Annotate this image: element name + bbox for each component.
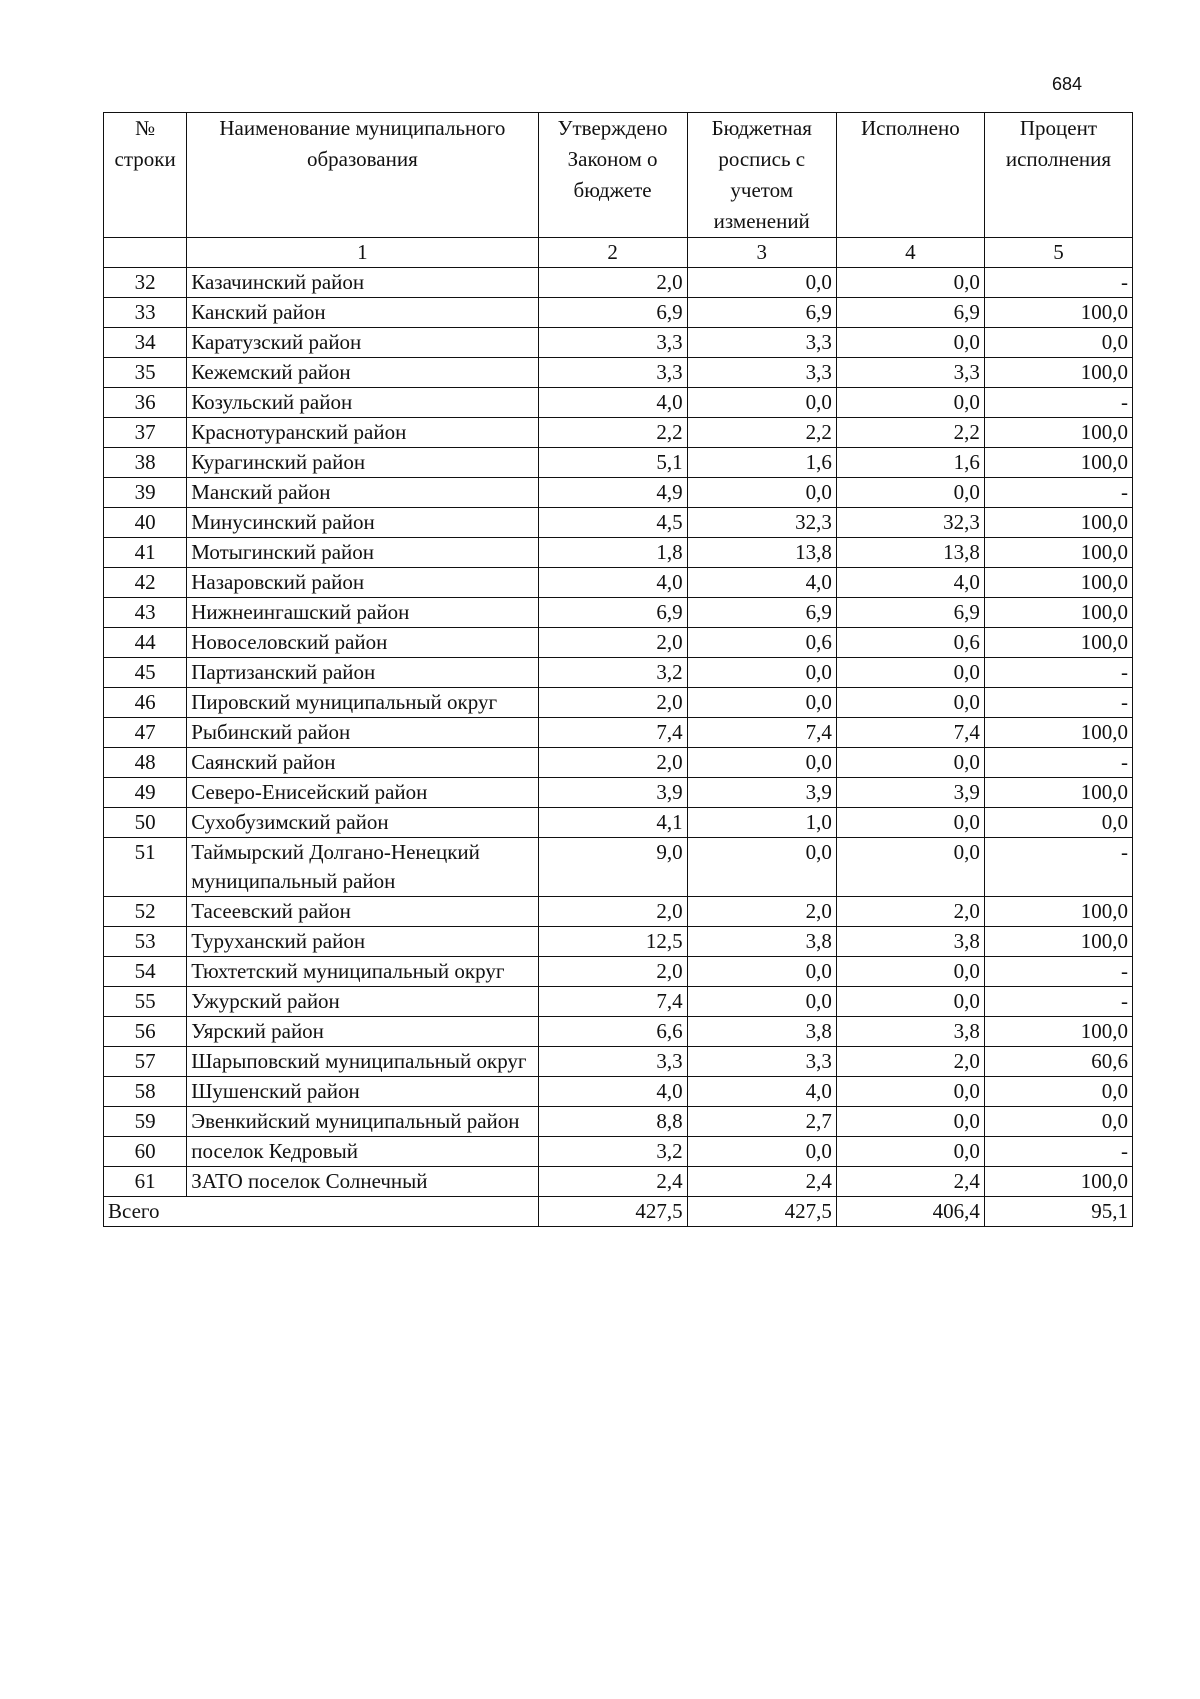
executed-value: 0,0	[836, 1077, 984, 1107]
percent-value: 100,0	[984, 1167, 1132, 1197]
municipality-name: Саянский район	[187, 748, 538, 778]
total-budget: 427,5	[687, 1197, 836, 1227]
row-number: 60	[104, 1137, 187, 1167]
approved-value: 4,0	[538, 388, 687, 418]
total-percent: 95,1	[984, 1197, 1132, 1227]
municipality-name: ЗАТО поселок Солнечный	[187, 1167, 538, 1197]
row-number: 43	[104, 598, 187, 628]
budget-value: 6,9	[687, 598, 836, 628]
approved-value: 6,9	[538, 298, 687, 328]
row-number: 57	[104, 1047, 187, 1077]
header-budget-schedule: Бюджетная роспись с учетом изменений	[687, 113, 836, 238]
row-number: 34	[104, 328, 187, 358]
municipality-name: Пировский муниципальный округ	[187, 688, 538, 718]
percent-value: 100,0	[984, 508, 1132, 538]
table-row	[104, 927, 1133, 957]
budget-value: 6,9	[687, 298, 836, 328]
percent-value: 100,0	[984, 418, 1132, 448]
table-row	[104, 598, 1133, 628]
table-header	[104, 113, 1133, 238]
row-number: 33	[104, 298, 187, 328]
header-percent: Процент исполнения	[984, 113, 1132, 238]
approved-value: 5,1	[538, 448, 687, 478]
budget-value: 0,0	[687, 688, 836, 718]
budget-value: 0,0	[687, 658, 836, 688]
total-executed: 406,4	[836, 1197, 984, 1227]
approved-value: 4,1	[538, 808, 687, 838]
percent-value: 0,0	[984, 328, 1132, 358]
budget-value: 0,0	[687, 838, 836, 897]
budget-value: 0,6	[687, 628, 836, 658]
row-number: 48	[104, 748, 187, 778]
municipality-name: поселок Кедровый	[187, 1137, 538, 1167]
budget-table	[103, 112, 1133, 1227]
table-row	[104, 568, 1133, 598]
executed-value: 3,8	[836, 1017, 984, 1047]
municipality-name: Манский район	[187, 478, 538, 508]
approved-value: 2,0	[538, 628, 687, 658]
municipality-name: Северо-Енисейский район	[187, 778, 538, 808]
percent-value: 100,0	[984, 598, 1132, 628]
row-number: 44	[104, 628, 187, 658]
municipality-name: Эвенкийский муниципальный район	[187, 1107, 538, 1137]
row-number: 49	[104, 778, 187, 808]
table-row	[104, 478, 1133, 508]
budget-value: 3,3	[687, 358, 836, 388]
column-number	[104, 238, 187, 268]
budget-value: 4,0	[687, 1077, 836, 1107]
budget-value: 0,0	[687, 1137, 836, 1167]
percent-value: 100,0	[984, 628, 1132, 658]
approved-value: 4,5	[538, 508, 687, 538]
column-number: 1	[187, 238, 538, 268]
percent-value: -	[984, 268, 1132, 298]
executed-value: 0,0	[836, 748, 984, 778]
budget-value: 3,3	[687, 1047, 836, 1077]
percent-value: 100,0	[984, 568, 1132, 598]
approved-value: 2,0	[538, 688, 687, 718]
municipality-name: Краснотуранский район	[187, 418, 538, 448]
row-number: 61	[104, 1167, 187, 1197]
row-number: 37	[104, 418, 187, 448]
executed-value: 2,0	[836, 897, 984, 927]
percent-value: 0,0	[984, 1077, 1132, 1107]
municipality-name: Кежемский район	[187, 358, 538, 388]
table-row	[104, 688, 1133, 718]
table-row	[104, 268, 1133, 298]
table-row	[104, 1137, 1133, 1167]
row-number: 36	[104, 388, 187, 418]
budget-value: 0,0	[687, 478, 836, 508]
table-row	[104, 628, 1133, 658]
header-approved: Утверждено Законом о бюджете	[538, 113, 687, 238]
budget-value: 2,0	[687, 897, 836, 927]
table-row	[104, 1077, 1133, 1107]
table-row	[104, 718, 1133, 748]
executed-value: 3,8	[836, 927, 984, 957]
percent-value: 100,0	[984, 927, 1132, 957]
table-row	[104, 838, 1133, 897]
header-executed: Исполнено	[836, 113, 984, 238]
percent-value: -	[984, 957, 1132, 987]
percent-value: 100,0	[984, 538, 1132, 568]
executed-value: 0,0	[836, 1107, 984, 1137]
executed-value: 0,0	[836, 658, 984, 688]
municipality-name: Шушенский район	[187, 1077, 538, 1107]
executed-value: 0,0	[836, 688, 984, 718]
column-number: 3	[687, 238, 836, 268]
approved-value: 9,0	[538, 838, 687, 897]
executed-value: 2,2	[836, 418, 984, 448]
table-row	[104, 897, 1133, 927]
table-row	[104, 957, 1133, 987]
executed-value: 0,0	[836, 957, 984, 987]
municipality-name: Назаровский район	[187, 568, 538, 598]
row-number: 53	[104, 927, 187, 957]
budget-value: 2,4	[687, 1167, 836, 1197]
header-row-number: № строки	[104, 113, 187, 238]
approved-value: 12,5	[538, 927, 687, 957]
budget-value: 3,8	[687, 1017, 836, 1047]
row-number: 42	[104, 568, 187, 598]
budget-value: 1,0	[687, 808, 836, 838]
budget-value: 13,8	[687, 538, 836, 568]
approved-value: 2,4	[538, 1167, 687, 1197]
municipality-name: Козульский район	[187, 388, 538, 418]
executed-value: 0,0	[836, 1137, 984, 1167]
percent-value: 100,0	[984, 778, 1132, 808]
row-number: 47	[104, 718, 187, 748]
percent-value: 100,0	[984, 298, 1132, 328]
budget-value: 4,0	[687, 568, 836, 598]
budget-value: 3,9	[687, 778, 836, 808]
row-number: 59	[104, 1107, 187, 1137]
executed-value: 4,0	[836, 568, 984, 598]
table-row	[104, 418, 1133, 448]
percent-value: 100,0	[984, 897, 1132, 927]
percent-value: -	[984, 388, 1132, 418]
municipality-name: Рыбинский район	[187, 718, 538, 748]
approved-value: 3,2	[538, 1137, 687, 1167]
approved-value: 4,9	[538, 478, 687, 508]
approved-value: 7,4	[538, 987, 687, 1017]
municipality-name: Канский район	[187, 298, 538, 328]
row-number: 39	[104, 478, 187, 508]
percent-value: 100,0	[984, 1017, 1132, 1047]
budget-value: 1,6	[687, 448, 836, 478]
row-number: 54	[104, 957, 187, 987]
percent-value: -	[984, 838, 1132, 897]
executed-value: 13,8	[836, 538, 984, 568]
municipality-name: Курагинский район	[187, 448, 538, 478]
municipality-name: Новоселовский район	[187, 628, 538, 658]
executed-value: 32,3	[836, 508, 984, 538]
budget-value: 0,0	[687, 957, 836, 987]
approved-value: 3,3	[538, 1047, 687, 1077]
column-numbers-row	[104, 238, 1133, 268]
row-number: 51	[104, 838, 187, 897]
percent-value: 60,6	[984, 1047, 1132, 1077]
table-row	[104, 808, 1133, 838]
budget-value: 32,3	[687, 508, 836, 538]
approved-value: 3,2	[538, 658, 687, 688]
table-row	[104, 1167, 1133, 1197]
executed-value: 0,0	[836, 808, 984, 838]
table-row	[104, 748, 1133, 778]
executed-value: 2,0	[836, 1047, 984, 1077]
municipality-name: Уярский район	[187, 1017, 538, 1047]
municipality-name: Минусинский район	[187, 508, 538, 538]
approved-value: 6,9	[538, 598, 687, 628]
percent-value: 100,0	[984, 358, 1132, 388]
percent-value: -	[984, 688, 1132, 718]
table-row	[104, 538, 1133, 568]
approved-value: 3,3	[538, 328, 687, 358]
executed-value: 1,6	[836, 448, 984, 478]
executed-value: 0,0	[836, 838, 984, 897]
table-row	[104, 1047, 1133, 1077]
executed-value: 2,4	[836, 1167, 984, 1197]
budget-value: 3,3	[687, 328, 836, 358]
approved-value: 4,0	[538, 568, 687, 598]
table-row	[104, 1107, 1133, 1137]
table-row	[104, 388, 1133, 418]
row-number: 45	[104, 658, 187, 688]
row-number: 55	[104, 987, 187, 1017]
budget-value: 0,0	[687, 748, 836, 778]
table-body	[104, 238, 1133, 1197]
table-row	[104, 328, 1133, 358]
row-number: 46	[104, 688, 187, 718]
approved-value: 2,0	[538, 897, 687, 927]
executed-value: 6,9	[836, 598, 984, 628]
municipality-name: Туруханский район	[187, 927, 538, 957]
page-number: 684	[1052, 74, 1083, 94]
column-number: 5	[984, 238, 1132, 268]
executed-value: 6,9	[836, 298, 984, 328]
approved-value: 2,2	[538, 418, 687, 448]
municipality-name: Таймырский Долгано-Ненецкий муниципальный район	[187, 838, 538, 897]
approved-value: 2,0	[538, 748, 687, 778]
row-number: 32	[104, 268, 187, 298]
percent-value: -	[984, 987, 1132, 1017]
executed-value: 3,9	[836, 778, 984, 808]
table-row	[104, 298, 1133, 328]
approved-value: 3,9	[538, 778, 687, 808]
percent-value: 0,0	[984, 808, 1132, 838]
executed-value: 7,4	[836, 718, 984, 748]
approved-value: 8,8	[538, 1107, 687, 1137]
total-approved: 427,5	[538, 1197, 687, 1227]
municipality-name: Казачинский район	[187, 268, 538, 298]
column-number: 4	[836, 238, 984, 268]
table-row	[104, 778, 1133, 808]
approved-value: 1,8	[538, 538, 687, 568]
municipality-name: Тюхтетский муниципальный округ	[187, 957, 538, 987]
percent-value: -	[984, 478, 1132, 508]
budget-value: 7,4	[687, 718, 836, 748]
municipality-name: Тасеевский район	[187, 897, 538, 927]
municipality-name: Ужурский район	[187, 987, 538, 1017]
table-row	[104, 508, 1133, 538]
executed-value: 3,3	[836, 358, 984, 388]
table-row	[104, 1017, 1133, 1047]
percent-value: -	[984, 748, 1132, 778]
percent-value: -	[984, 658, 1132, 688]
table-row	[104, 448, 1133, 478]
municipality-name: Нижнеингашский район	[187, 598, 538, 628]
row-number: 41	[104, 538, 187, 568]
row-number: 40	[104, 508, 187, 538]
executed-value: 0,6	[836, 628, 984, 658]
percent-value: 100,0	[984, 718, 1132, 748]
header-municipality-name: Наименование муниципального образования	[187, 113, 538, 238]
approved-value: 7,4	[538, 718, 687, 748]
approved-value: 6,6	[538, 1017, 687, 1047]
executed-value: 0,0	[836, 987, 984, 1017]
executed-value: 0,0	[836, 478, 984, 508]
row-number: 50	[104, 808, 187, 838]
table-row	[104, 658, 1133, 688]
budget-value: 2,7	[687, 1107, 836, 1137]
approved-value: 4,0	[538, 1077, 687, 1107]
approved-value: 3,3	[538, 358, 687, 388]
budget-value: 0,0	[687, 987, 836, 1017]
municipality-name: Сухобузимский район	[187, 808, 538, 838]
row-number: 38	[104, 448, 187, 478]
table-row	[104, 358, 1133, 388]
column-number: 2	[538, 238, 687, 268]
row-number: 35	[104, 358, 187, 388]
municipality-name: Партизанский район	[187, 658, 538, 688]
approved-value: 2,0	[538, 957, 687, 987]
table-row	[104, 987, 1133, 1017]
percent-value: 100,0	[984, 448, 1132, 478]
budget-value: 2,2	[687, 418, 836, 448]
executed-value: 0,0	[836, 388, 984, 418]
executed-value: 0,0	[836, 328, 984, 358]
row-number: 56	[104, 1017, 187, 1047]
municipality-name: Шарыповский муниципальный округ	[187, 1047, 538, 1077]
budget-value: 3,8	[687, 927, 836, 957]
municipality-name: Каратузский район	[187, 328, 538, 358]
total-label: Всего	[104, 1197, 539, 1227]
budget-value: 0,0	[687, 268, 836, 298]
executed-value: 0,0	[836, 268, 984, 298]
budget-value: 0,0	[687, 388, 836, 418]
total-row	[104, 1197, 1133, 1227]
row-number: 52	[104, 897, 187, 927]
row-number: 58	[104, 1077, 187, 1107]
municipality-name: Мотыгинский район	[187, 538, 538, 568]
percent-value: -	[984, 1137, 1132, 1167]
percent-value: 0,0	[984, 1107, 1132, 1137]
approved-value: 2,0	[538, 268, 687, 298]
